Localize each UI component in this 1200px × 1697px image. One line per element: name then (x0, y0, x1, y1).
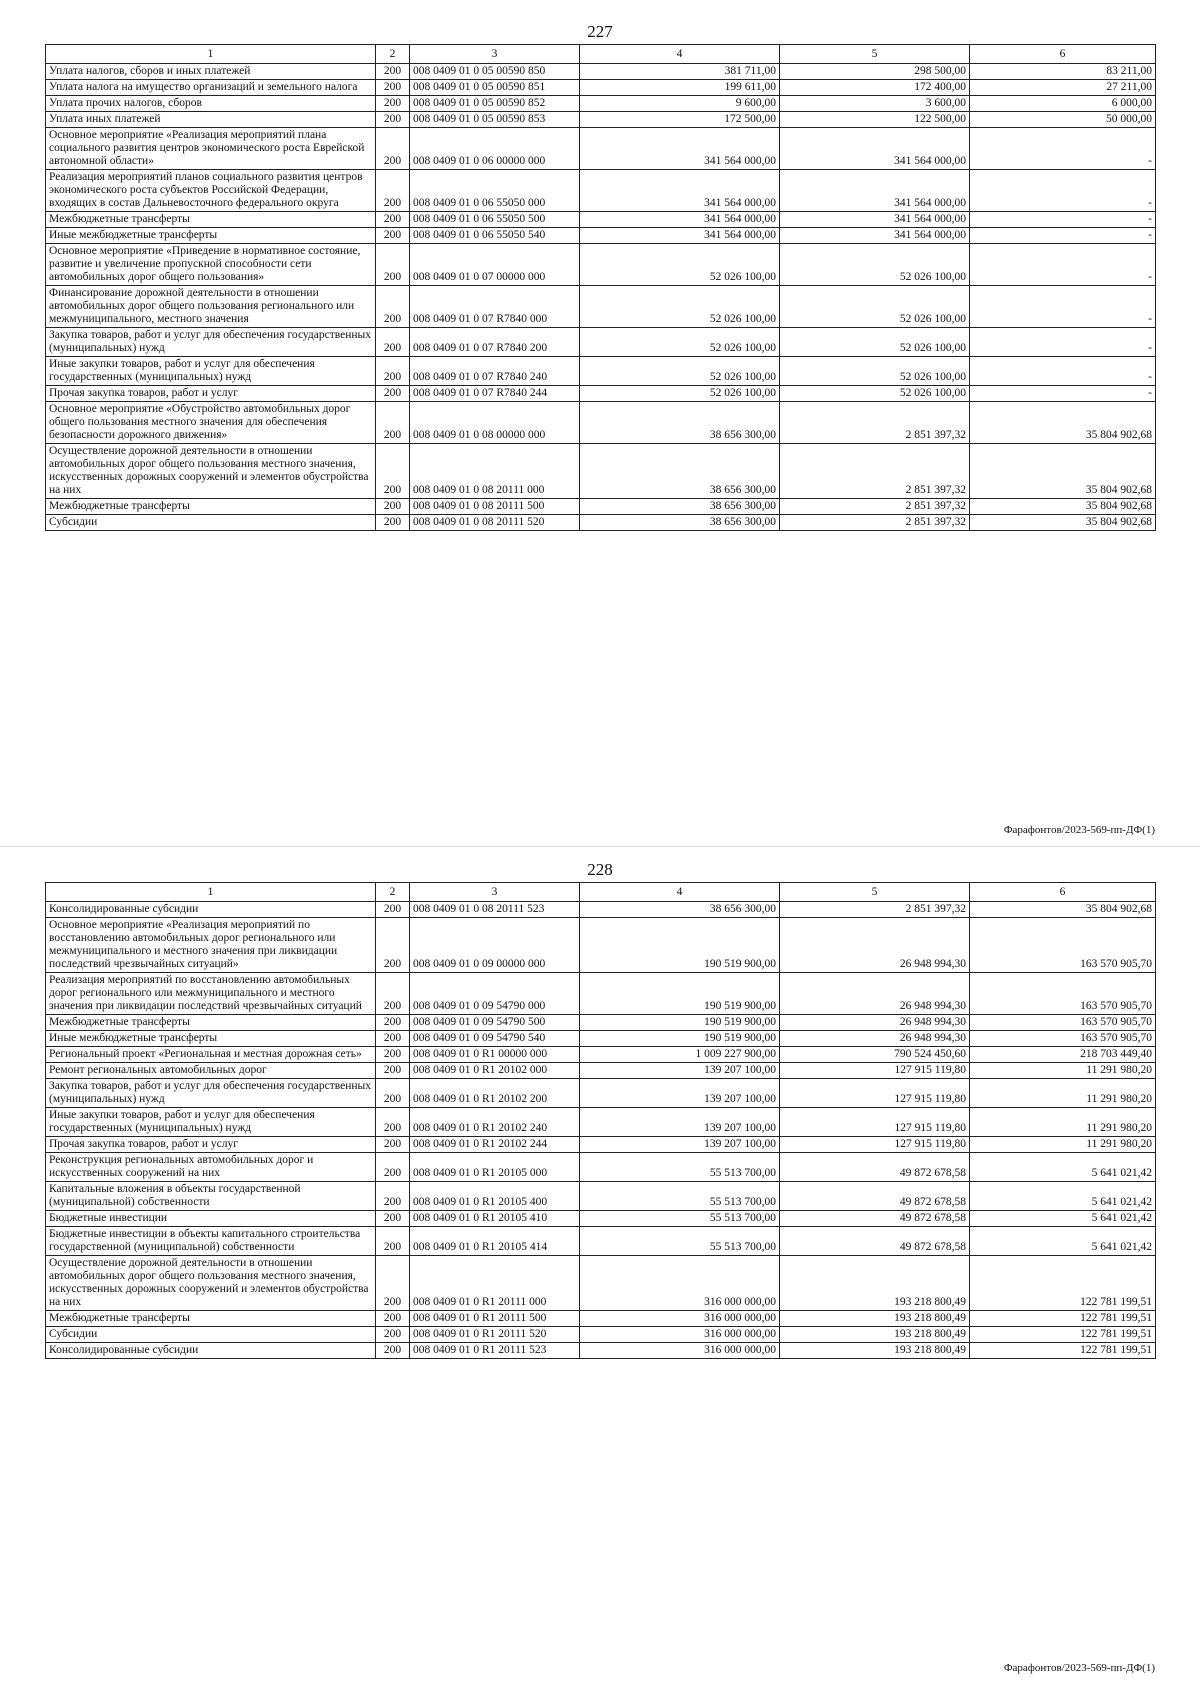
cell-code: 008 0409 01 0 R1 20111 520 (410, 1327, 580, 1343)
cell-amount-col5: 790 524 450,60 (780, 1047, 970, 1063)
cell-column-2: 200 (376, 357, 410, 386)
cell-amount-col4: 316 000 000,00 (580, 1256, 780, 1311)
cell-code: 008 0409 01 0 08 20111 520 (410, 515, 580, 531)
cell-column-2: 200 (376, 499, 410, 515)
cell-amount-col6: - (970, 328, 1156, 357)
cell-code: 008 0409 01 0 07 R7840 000 (410, 286, 580, 328)
cell-amount-col5: 52 026 100,00 (780, 386, 970, 402)
cell-code: 008 0409 01 0 R1 20105 000 (410, 1153, 580, 1182)
cell-code: 008 0409 01 0 R1 20105 414 (410, 1227, 580, 1256)
cell-amount-col6: 5 641 021,42 (970, 1153, 1156, 1182)
cell-amount-col5: 122 500,00 (780, 112, 970, 128)
cell-amount-col5: 52 026 100,00 (780, 286, 970, 328)
cell-code: 008 0409 01 0 R1 20102 200 (410, 1079, 580, 1108)
page-divider (0, 846, 1200, 847)
cell-name: Межбюджетные трансферты (46, 499, 376, 515)
cell-column-2: 200 (376, 1108, 410, 1137)
cell-code: 008 0409 01 0 09 00000 000 (410, 918, 580, 973)
table-row (46, 1015, 1156, 1031)
cell-name: Иные межбюджетные трансферты (46, 1031, 376, 1047)
cell-amount-col5: 3 600,00 (780, 96, 970, 112)
cell-code: 008 0409 01 0 07 R7840 244 (410, 386, 580, 402)
cell-amount-col6: - (970, 170, 1156, 212)
page-228 (45, 858, 1155, 1678)
cell-name: Межбюджетные трансферты (46, 212, 376, 228)
cell-amount-col5: 341 564 000,00 (780, 170, 970, 212)
cell-amount-col4: 38 656 300,00 (580, 902, 780, 918)
table-row (46, 1047, 1156, 1063)
cell-amount-col5: 298 500,00 (780, 64, 970, 80)
cell-amount-col6: 122 781 199,51 (970, 1343, 1156, 1359)
cell-column-2: 200 (376, 80, 410, 96)
table-row (46, 386, 1156, 402)
cell-code: 008 0409 01 0 08 20111 000 (410, 444, 580, 499)
cell-name: Иные межбюджетные трансферты (46, 228, 376, 244)
cell-name: Консолидированные субсидии (46, 902, 376, 918)
cell-amount-col5: 193 218 800,49 (780, 1327, 970, 1343)
cell-amount-col6: - (970, 244, 1156, 286)
cell-amount-col4: 199 611,00 (580, 80, 780, 96)
cell-amount-col5: 2 851 397,32 (780, 902, 970, 918)
table-row (46, 1211, 1156, 1227)
table-row (46, 1327, 1156, 1343)
cell-code: 008 0409 01 0 R1 20105 410 (410, 1211, 580, 1227)
cell-amount-col4: 38 656 300,00 (580, 444, 780, 499)
cell-amount-col6: 35 804 902,68 (970, 902, 1156, 918)
cell-amount-col6: - (970, 128, 1156, 170)
column-header: 4 (580, 883, 780, 902)
cell-amount-col5: 26 948 994,30 (780, 918, 970, 973)
column-header: 6 (970, 883, 1156, 902)
cell-column-2: 200 (376, 1031, 410, 1047)
table-header-row (46, 883, 1156, 902)
cell-amount-col6: 11 291 980,20 (970, 1063, 1156, 1079)
cell-column-2: 200 (376, 1327, 410, 1343)
cell-amount-col6: 35 804 902,68 (970, 402, 1156, 444)
cell-amount-col4: 190 519 900,00 (580, 1031, 780, 1047)
cell-code: 008 0409 01 0 09 54790 500 (410, 1015, 580, 1031)
table-row (46, 499, 1156, 515)
cell-column-2: 200 (376, 1311, 410, 1327)
cell-name: Реализация мероприятий по восстановлению автомобильных дорог регионального или межмуниципального и местного значения при ликвидации последствий чрезвычайных ситуаций (46, 973, 376, 1015)
cell-amount-col6: 163 570 905,70 (970, 1031, 1156, 1047)
table-header-row (46, 45, 1156, 64)
table-row (46, 1079, 1156, 1108)
cell-amount-col5: 341 564 000,00 (780, 228, 970, 244)
cell-amount-col6: 11 291 980,20 (970, 1108, 1156, 1137)
cell-code: 008 0409 01 0 R1 20111 523 (410, 1343, 580, 1359)
cell-column-2: 200 (376, 244, 410, 286)
cell-amount-col4: 190 519 900,00 (580, 1015, 780, 1031)
column-header: 1 (46, 45, 376, 64)
cell-amount-col4: 38 656 300,00 (580, 515, 780, 531)
table-row (46, 80, 1156, 96)
cell-amount-col5: 341 564 000,00 (780, 212, 970, 228)
cell-amount-col5: 26 948 994,30 (780, 973, 970, 1015)
cell-amount-col4: 190 519 900,00 (580, 918, 780, 973)
cell-name: Прочая закупка товаров, работ и услуг (46, 1137, 376, 1153)
cell-amount-col4: 55 513 700,00 (580, 1153, 780, 1182)
cell-amount-col5: 2 851 397,32 (780, 515, 970, 531)
cell-amount-col6: 35 804 902,68 (970, 444, 1156, 499)
cell-amount-col6: - (970, 357, 1156, 386)
cell-code: 008 0409 01 0 07 R7840 240 (410, 357, 580, 386)
cell-name: Прочая закупка товаров, работ и услуг (46, 386, 376, 402)
cell-amount-col4: 172 500,00 (580, 112, 780, 128)
cell-name: Иные закупки товаров, работ и услуг для обеспечения государственных (муниципальных) нужд (46, 1108, 376, 1137)
cell-amount-col6: 6 000,00 (970, 96, 1156, 112)
cell-code: 008 0409 01 0 07 R7840 200 (410, 328, 580, 357)
cell-amount-col4: 341 564 000,00 (580, 228, 780, 244)
table-row (46, 902, 1156, 918)
cell-name: Реализация мероприятий планов социального развития центров экономического роста субъектов Российской Федерации, входящих в состав Дальневосточного федерального округа (46, 170, 376, 212)
cell-amount-col6: 122 781 199,51 (970, 1256, 1156, 1311)
cell-column-2: 200 (376, 444, 410, 499)
cell-column-2: 200 (376, 1182, 410, 1211)
page-number: 228 (587, 860, 613, 879)
table-row (46, 128, 1156, 170)
table-row (46, 1153, 1156, 1182)
cell-code: 008 0409 01 0 08 20111 523 (410, 902, 580, 918)
cell-amount-col4: 316 000 000,00 (580, 1311, 780, 1327)
cell-amount-col5: 127 915 119,80 (780, 1079, 970, 1108)
cell-amount-col4: 52 026 100,00 (580, 386, 780, 402)
cell-amount-col6: 83 211,00 (970, 64, 1156, 80)
cell-amount-col5: 2 851 397,32 (780, 499, 970, 515)
table-row (46, 1256, 1156, 1311)
cell-amount-col6: 122 781 199,51 (970, 1311, 1156, 1327)
table-body (46, 902, 1156, 1359)
table-row (46, 1182, 1156, 1211)
table-row (46, 170, 1156, 212)
cell-name: Осуществление дорожной деятельности в отношении автомобильных дорог общего пользования местного значения, искусственных дорожных сооружений и элементов обустройства на них (46, 1256, 376, 1311)
cell-amount-col4: 55 513 700,00 (580, 1182, 780, 1211)
cell-amount-col6: 27 211,00 (970, 80, 1156, 96)
cell-amount-col6: 122 781 199,51 (970, 1327, 1156, 1343)
cell-column-2: 200 (376, 328, 410, 357)
table-row (46, 244, 1156, 286)
cell-column-2: 200 (376, 918, 410, 973)
cell-amount-col5: 49 872 678,58 (780, 1182, 970, 1211)
cell-amount-col4: 381 711,00 (580, 64, 780, 80)
cell-code: 008 0409 01 0 08 00000 000 (410, 402, 580, 444)
cell-amount-col4: 341 564 000,00 (580, 128, 780, 170)
cell-column-2: 200 (376, 1015, 410, 1031)
column-header: 1 (46, 883, 376, 902)
cell-amount-col4: 52 026 100,00 (580, 244, 780, 286)
cell-amount-col5: 172 400,00 (780, 80, 970, 96)
cell-amount-col6: 50 000,00 (970, 112, 1156, 128)
cell-name: Основное мероприятие «Реализация мероприятий плана социального развития центров экономического роста Еврейской автономной области» (46, 128, 376, 170)
cell-amount-col6: 163 570 905,70 (970, 1015, 1156, 1031)
cell-amount-col5: 52 026 100,00 (780, 357, 970, 386)
cell-amount-col4: 139 207 100,00 (580, 1108, 780, 1137)
cell-column-2: 200 (376, 1153, 410, 1182)
cell-name: Ремонт региональных автомобильных дорог (46, 1063, 376, 1079)
cell-column-2: 200 (376, 228, 410, 244)
cell-code: 008 0409 01 0 06 55050 000 (410, 170, 580, 212)
cell-amount-col6: - (970, 286, 1156, 328)
cell-code: 008 0409 01 0 06 55050 540 (410, 228, 580, 244)
cell-column-2: 200 (376, 402, 410, 444)
cell-amount-col5: 193 218 800,49 (780, 1311, 970, 1327)
column-header: 5 (780, 883, 970, 902)
column-header: 2 (376, 45, 410, 64)
page-227 (45, 20, 1155, 840)
cell-column-2: 200 (376, 212, 410, 228)
cell-amount-col6: 35 804 902,68 (970, 499, 1156, 515)
cell-amount-col5: 127 915 119,80 (780, 1063, 970, 1079)
table-row (46, 444, 1156, 499)
column-header: 6 (970, 45, 1156, 64)
cell-name: Бюджетные инвестиции (46, 1211, 376, 1227)
table-row (46, 357, 1156, 386)
cell-name: Бюджетные инвестиции в объекты капитального строительства государственной (муниципальной) собственности (46, 1227, 376, 1256)
cell-name: Уплата иных платежей (46, 112, 376, 128)
cell-name: Основное мероприятие «Реализация мероприятий по восстановлению автомобильных дорог регионального или межмуниципального и местного значения при ликвидации последствий чрезвычайных ситуаций» (46, 918, 376, 973)
table-row (46, 1063, 1156, 1079)
cell-column-2: 200 (376, 64, 410, 80)
cell-amount-col6: 5 641 021,42 (970, 1227, 1156, 1256)
cell-amount-col4: 316 000 000,00 (580, 1327, 780, 1343)
budget-table (45, 44, 1156, 531)
cell-amount-col6: - (970, 228, 1156, 244)
cell-name: Закупка товаров, работ и услуг для обеспечения государственных (муниципальных) нужд (46, 1079, 376, 1108)
cell-amount-col4: 316 000 000,00 (580, 1343, 780, 1359)
cell-column-2: 200 (376, 286, 410, 328)
cell-code: 008 0409 01 0 R1 00000 000 (410, 1047, 580, 1063)
cell-code: 008 0409 01 0 R1 20102 244 (410, 1137, 580, 1153)
cell-name: Иные закупки товаров, работ и услуг для обеспечения государственных (муниципальных) нужд (46, 357, 376, 386)
cell-name: Закупка товаров, работ и услуг для обеспечения государственных (муниципальных) нужд (46, 328, 376, 357)
cell-amount-col6: 5 641 021,42 (970, 1211, 1156, 1227)
cell-amount-col6: - (970, 386, 1156, 402)
column-header: 4 (580, 45, 780, 64)
cell-name: Межбюджетные трансферты (46, 1311, 376, 1327)
table-row (46, 402, 1156, 444)
cell-column-2: 200 (376, 112, 410, 128)
cell-name: Основное мероприятие «Обустройство автомобильных дорог общего пользования местного значения для обеспечения безопасности дорожного движения» (46, 402, 376, 444)
cell-code: 008 0409 01 0 R1 20111 500 (410, 1311, 580, 1327)
table-row (46, 286, 1156, 328)
cell-amount-col4: 55 513 700,00 (580, 1211, 780, 1227)
table-row (46, 328, 1156, 357)
cell-column-2: 200 (376, 902, 410, 918)
cell-amount-col5: 26 948 994,30 (780, 1015, 970, 1031)
table-row (46, 96, 1156, 112)
cell-code: 008 0409 01 0 R1 20111 000 (410, 1256, 580, 1311)
cell-column-2: 200 (376, 973, 410, 1015)
cell-name: Реконструкция региональных автомобильных дорог и искусственных сооружений на них (46, 1153, 376, 1182)
cell-amount-col6: 11 291 980,20 (970, 1079, 1156, 1108)
cell-name: Капитальные вложения в объекты государственной (муниципальной) собственности (46, 1182, 376, 1211)
footer-reference: Фарафонтов/2023-569-пп-ДФ(1) (1003, 1662, 1155, 1674)
table-row (46, 1227, 1156, 1256)
cell-code: 008 0409 01 0 05 00590 851 (410, 80, 580, 96)
cell-column-2: 200 (376, 1063, 410, 1079)
table-row (46, 64, 1156, 80)
cell-name: Субсидии (46, 1327, 376, 1343)
cell-code: 008 0409 01 0 09 54790 000 (410, 973, 580, 1015)
cell-amount-col4: 341 564 000,00 (580, 170, 780, 212)
table-row (46, 1311, 1156, 1327)
cell-column-2: 200 (376, 515, 410, 531)
table-row (46, 1137, 1156, 1153)
cell-code: 008 0409 01 0 06 55050 500 (410, 212, 580, 228)
cell-amount-col5: 26 948 994,30 (780, 1031, 970, 1047)
cell-column-2: 200 (376, 128, 410, 170)
cell-column-2: 200 (376, 1079, 410, 1108)
cell-name: Уплата налогов, сборов и иных платежей (46, 64, 376, 80)
cell-amount-col4: 9 600,00 (580, 96, 780, 112)
column-header: 3 (410, 883, 580, 902)
cell-amount-col5: 2 851 397,32 (780, 402, 970, 444)
table-row (46, 973, 1156, 1015)
cell-amount-col5: 49 872 678,58 (780, 1227, 970, 1256)
cell-column-2: 200 (376, 1343, 410, 1359)
cell-name: Осуществление дорожной деятельности в отношении автомобильных дорог общего пользования местного значения, искусственных дорожных сооружений и элементов обустройства на них (46, 444, 376, 499)
cell-column-2: 200 (376, 170, 410, 212)
cell-code: 008 0409 01 0 05 00590 853 (410, 112, 580, 128)
table-row (46, 1031, 1156, 1047)
table-body (46, 64, 1156, 531)
cell-amount-col5: 193 218 800,49 (780, 1256, 970, 1311)
cell-column-2: 200 (376, 96, 410, 112)
cell-amount-col5: 341 564 000,00 (780, 128, 970, 170)
cell-amount-col4: 38 656 300,00 (580, 499, 780, 515)
table-row (46, 515, 1156, 531)
cell-amount-col6: - (970, 212, 1156, 228)
page-number: 227 (587, 22, 613, 41)
cell-amount-col6: 163 570 905,70 (970, 973, 1156, 1015)
cell-code: 008 0409 01 0 09 54790 540 (410, 1031, 580, 1047)
cell-amount-col4: 139 207 100,00 (580, 1137, 780, 1153)
cell-amount-col5: 193 218 800,49 (780, 1343, 970, 1359)
cell-amount-col5: 2 851 397,32 (780, 444, 970, 499)
cell-name: Региональный проект «Региональная и местная дорожная сеть» (46, 1047, 376, 1063)
table-row (46, 1343, 1156, 1359)
cell-name: Консолидированные субсидии (46, 1343, 376, 1359)
cell-code: 008 0409 01 0 05 00590 852 (410, 96, 580, 112)
cell-amount-col5: 52 026 100,00 (780, 328, 970, 357)
cell-amount-col4: 38 656 300,00 (580, 402, 780, 444)
cell-amount-col6: 218 703 449,40 (970, 1047, 1156, 1063)
cell-name: Основное мероприятие «Приведение в нормативное состояние, развитие и увеличение пропускной способности сети автомобильных дорог общего пользования» (46, 244, 376, 286)
cell-amount-col6: 5 641 021,42 (970, 1182, 1156, 1211)
cell-amount-col4: 139 207 100,00 (580, 1063, 780, 1079)
cell-amount-col4: 139 207 100,00 (580, 1079, 780, 1108)
cell-name: Уплата прочих налогов, сборов (46, 96, 376, 112)
cell-code: 008 0409 01 0 08 20111 500 (410, 499, 580, 515)
cell-amount-col4: 341 564 000,00 (580, 212, 780, 228)
cell-column-2: 200 (376, 1227, 410, 1256)
table-row (46, 212, 1156, 228)
column-header: 5 (780, 45, 970, 64)
cell-amount-col5: 127 915 119,80 (780, 1137, 970, 1153)
cell-amount-col6: 163 570 905,70 (970, 918, 1156, 973)
cell-amount-col6: 11 291 980,20 (970, 1137, 1156, 1153)
cell-amount-col6: 35 804 902,68 (970, 515, 1156, 531)
cell-code: 008 0409 01 0 R1 20102 240 (410, 1108, 580, 1137)
cell-code: 008 0409 01 0 07 00000 000 (410, 244, 580, 286)
table-row (46, 228, 1156, 244)
cell-name: Уплата налога на имущество организаций и земельного налога (46, 80, 376, 96)
column-header: 3 (410, 45, 580, 64)
cell-code: 008 0409 01 0 R1 20105 400 (410, 1182, 580, 1211)
cell-name: Субсидии (46, 515, 376, 531)
cell-amount-col4: 55 513 700,00 (580, 1227, 780, 1256)
column-header: 2 (376, 883, 410, 902)
cell-name: Межбюджетные трансферты (46, 1015, 376, 1031)
table-row (46, 1108, 1156, 1137)
cell-name: Финансирование дорожной деятельности в отношении автомобильных дорог общего пользования регионального или межмуниципального, местного значения (46, 286, 376, 328)
footer-reference: Фарафонтов/2023-569-пп-ДФ(1) (1003, 824, 1155, 836)
cell-column-2: 200 (376, 1047, 410, 1063)
cell-code: 008 0409 01 0 06 00000 000 (410, 128, 580, 170)
cell-amount-col4: 52 026 100,00 (580, 328, 780, 357)
cell-amount-col4: 190 519 900,00 (580, 973, 780, 1015)
cell-amount-col4: 52 026 100,00 (580, 357, 780, 386)
cell-code: 008 0409 01 0 05 00590 850 (410, 64, 580, 80)
cell-code: 008 0409 01 0 R1 20102 000 (410, 1063, 580, 1079)
cell-amount-col5: 52 026 100,00 (780, 244, 970, 286)
table-row (46, 112, 1156, 128)
budget-table (45, 882, 1156, 1359)
cell-amount-col5: 49 872 678,58 (780, 1153, 970, 1182)
cell-column-2: 200 (376, 1137, 410, 1153)
table-row (46, 918, 1156, 973)
cell-amount-col5: 49 872 678,58 (780, 1211, 970, 1227)
cell-column-2: 200 (376, 386, 410, 402)
cell-column-2: 200 (376, 1256, 410, 1311)
cell-amount-col4: 52 026 100,00 (580, 286, 780, 328)
cell-amount-col4: 1 009 227 900,00 (580, 1047, 780, 1063)
cell-amount-col5: 127 915 119,80 (780, 1108, 970, 1137)
cell-column-2: 200 (376, 1211, 410, 1227)
